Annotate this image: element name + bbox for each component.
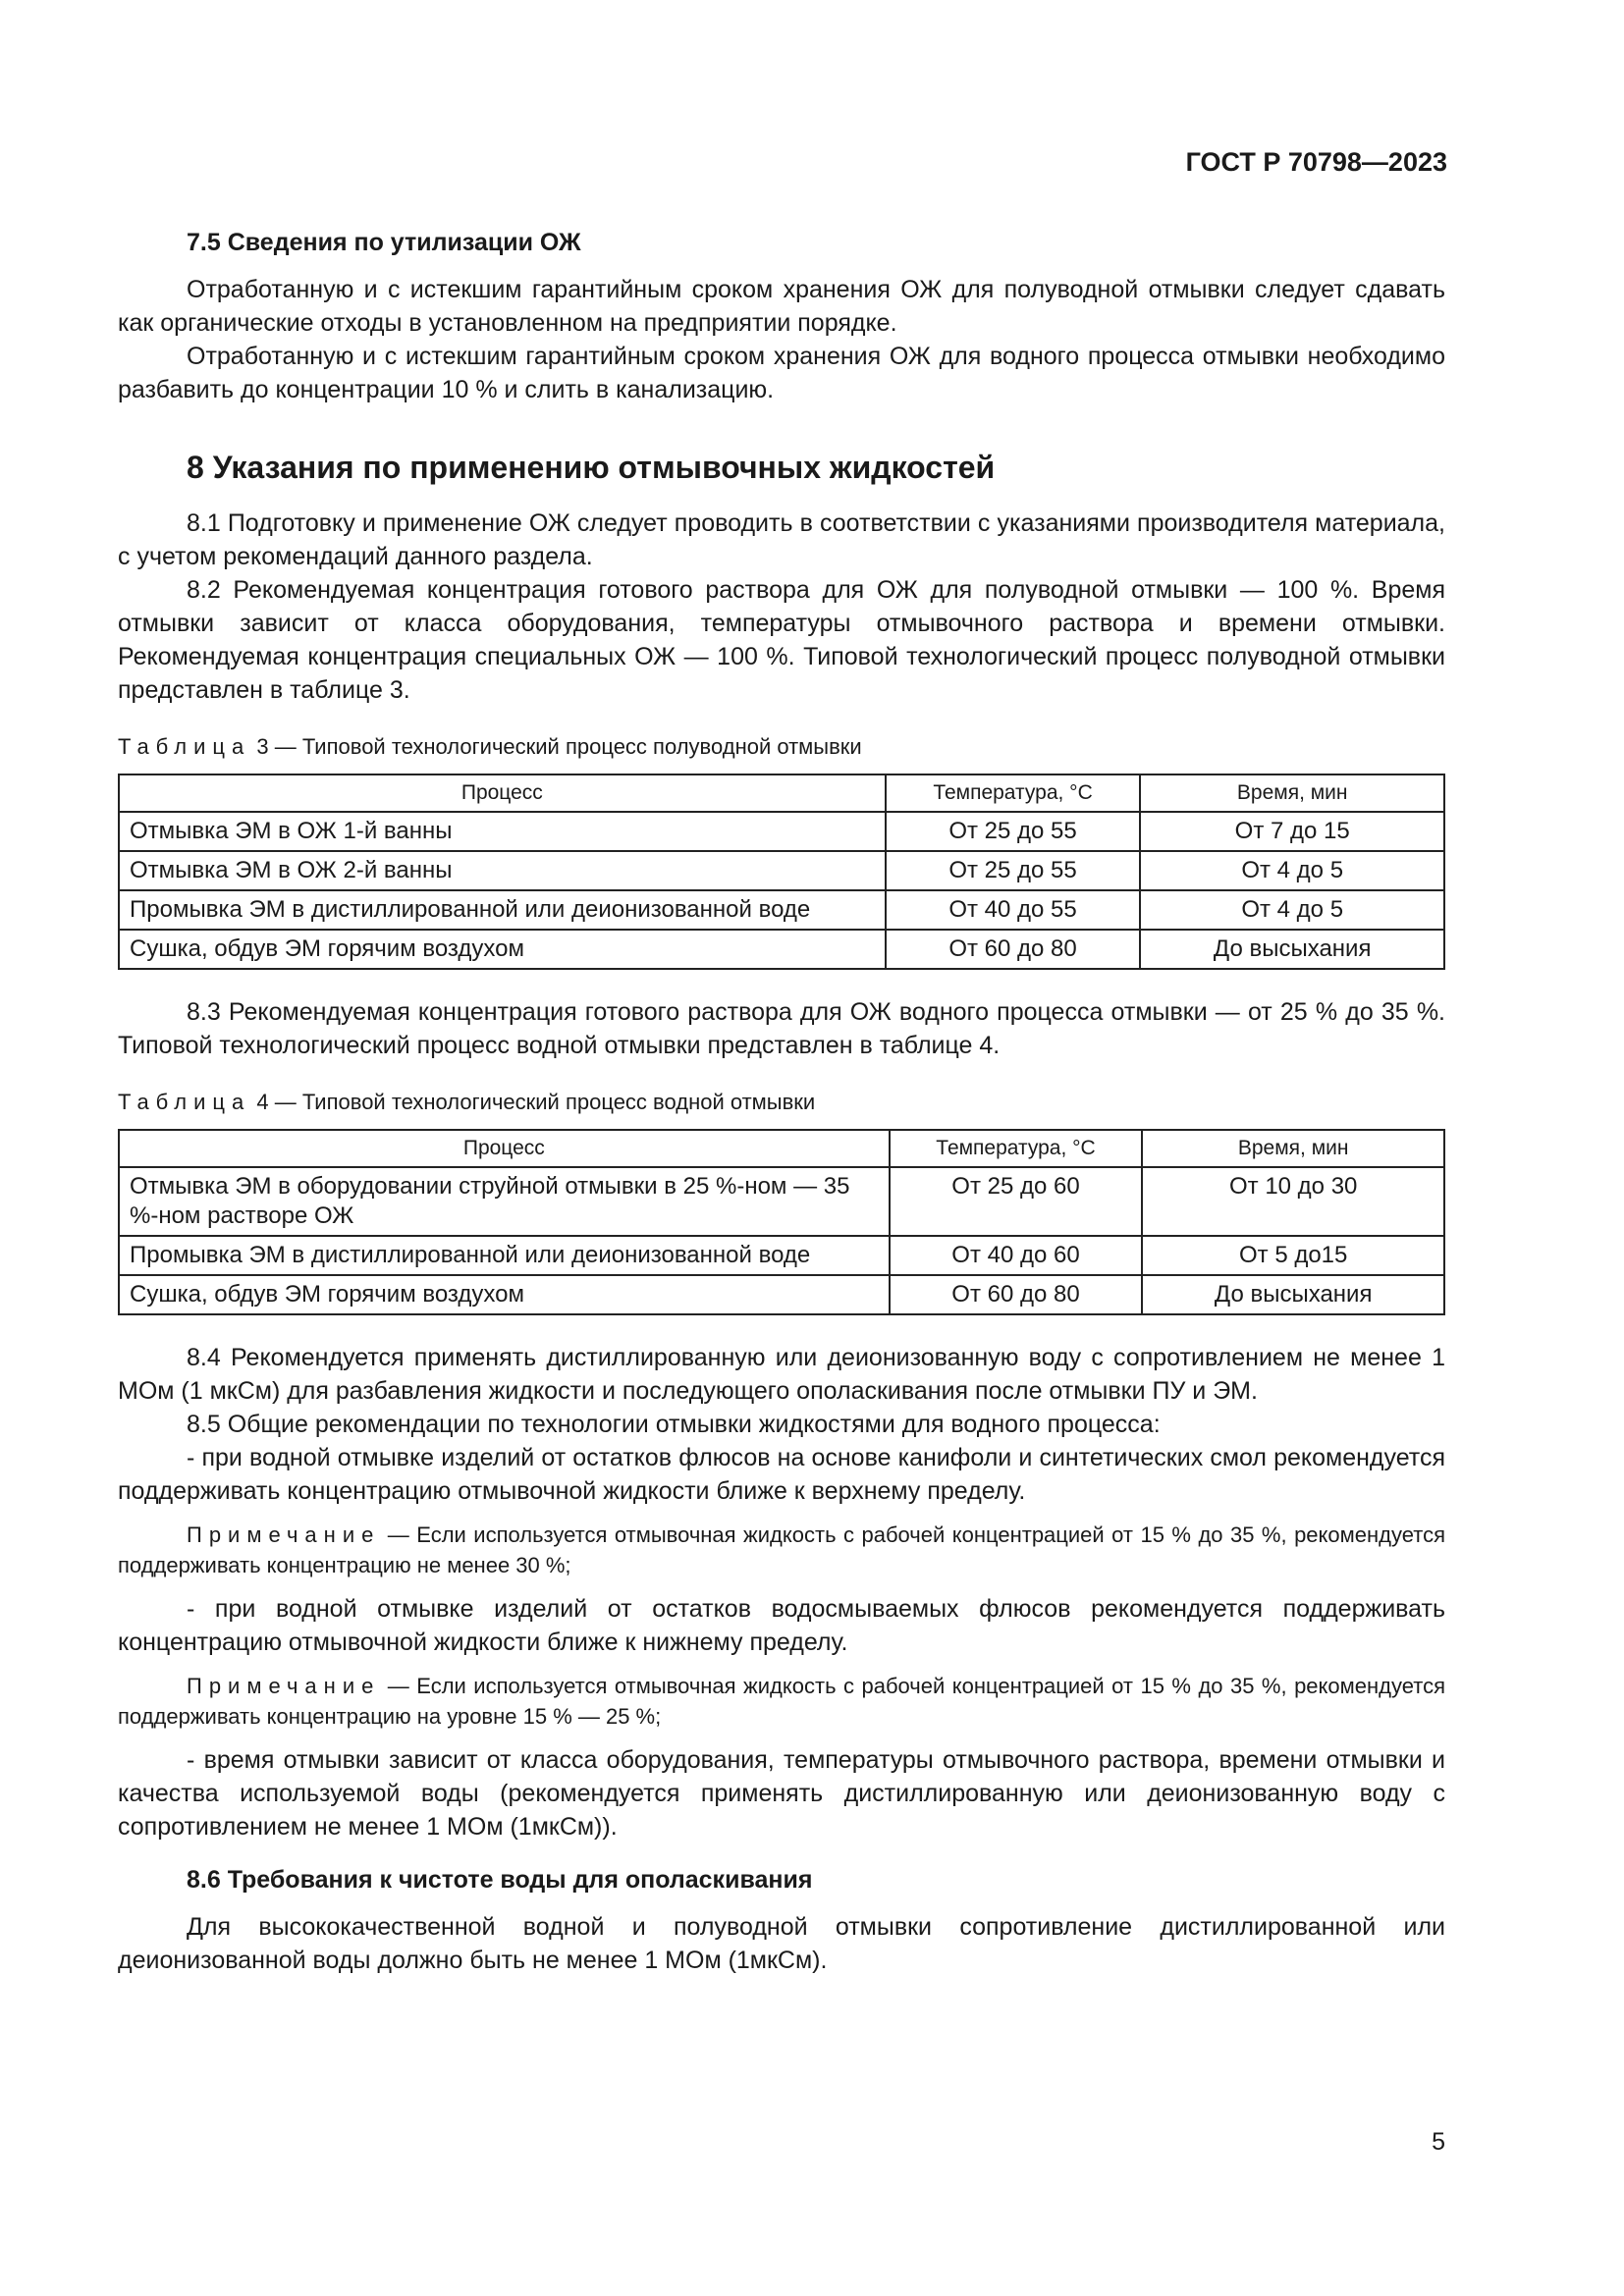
temperature-cell: От 25 до 55 bbox=[886, 851, 1141, 890]
note-2-label: Примечание bbox=[187, 1674, 381, 1698]
paragraph-8-5-item-b: - при водной отмывке изделий от остатков водосмываемых флюсов рекомендуется поддерживать концентрацию отмывочной жидкости ближе к нижнему пределу. bbox=[118, 1595, 1445, 1656]
table-4-caption-text: 4 — Типовой технологический процесс водной отмывки bbox=[250, 1090, 816, 1114]
column-header-process: Процесс bbox=[119, 1130, 890, 1167]
table-row bbox=[119, 1275, 1444, 1314]
table-4 bbox=[118, 1129, 1445, 1315]
table-row bbox=[119, 851, 1444, 890]
table-row bbox=[119, 1236, 1444, 1275]
temperature-cell: От 25 до 60 bbox=[890, 1167, 1143, 1236]
process-cell: Отмывка ЭМ в оборудовании струйной отмывки в 25 %-ном — 35 %-ном растворе ОЖ bbox=[119, 1167, 890, 1236]
temperature-cell: От 40 до 55 bbox=[886, 890, 1141, 930]
paragraph-8-6: Для высококачественной водной и полуводной отмывки сопротивление дистиллированной или деионизованной воды должно быть не менее 1 МОм (1мкСм). bbox=[118, 1913, 1445, 1974]
paragraph-8-5-item-c: - время отмывки зависит от класса оборудования, температуры отмывочного раствора, времени отмывки и качества используемой воды (рекомендуется применять дистиллированную или деионизованную воду с сопротивлением не менее 1 МОм (1мкСм)). bbox=[118, 1746, 1445, 1841]
paragraph-8-1: 8.1 Подготовку и применение ОЖ следует проводить в соответствии с указаниями производителя материала, с учетом рекомендаций данного раздела. bbox=[118, 509, 1445, 570]
table-3-caption bbox=[118, 732, 1445, 762]
temperature-cell: От 60 до 80 bbox=[890, 1275, 1143, 1314]
process-cell: Промывка ЭМ в дистиллированной или деионизованной воде bbox=[119, 890, 886, 930]
time-cell: От 5 до15 bbox=[1142, 1236, 1444, 1275]
paragraph-8-3: 8.3 Рекомендуемая концентрация готового раствора для ОЖ водного процесса отмывки — от 25 % до 35 %. Типовой технологический процесс водной отмывки представлен в таблице 4. bbox=[118, 998, 1445, 1059]
time-cell: От 4 до 5 bbox=[1140, 851, 1444, 890]
note-1-text: — Если используется отмывочная жидкость с рабочей концентрацией от 15 % до 35 %, рекомендуется поддерживать концентрацию не менее 30 %; bbox=[118, 1522, 1445, 1577]
time-cell: От 4 до 5 bbox=[1140, 890, 1444, 930]
section-7-5-paragraph-1: Отработанную и с истекшим гарантийным сроком хранения ОЖ для полуводной отмывки следует сдавать как органические отходы в установленном на предприятии порядке. bbox=[118, 276, 1445, 337]
process-cell: Сушка, обдув ЭМ горячим воздухом bbox=[119, 930, 886, 969]
table-row bbox=[119, 812, 1444, 851]
paragraph-8-2: 8.2 Рекомендуемая концентрация готового раствора для ОЖ для полуводной отмывки — 100 %. Время отмывки зависит от класса оборудования, температуры отмывочного раствора и времени отмывки. Рекомендуемая концентрация специальных ОЖ — 100 %. Типовой технологический процесс полуводной отмывки представлен в таблице 3. bbox=[118, 576, 1445, 704]
process-cell: Промывка ЭМ в дистиллированной или деионизованной воде bbox=[119, 1236, 890, 1275]
section-8-6-title: 8.6 Требования к чистоте воды для ополаскивания bbox=[187, 1866, 813, 1894]
table-row bbox=[119, 1167, 1444, 1236]
document-code: ГОСТ Р 70798—2023 bbox=[1185, 147, 1447, 177]
table-header-row bbox=[119, 1130, 1444, 1167]
page-number: 5 bbox=[1432, 2128, 1445, 2156]
column-header-time: Время, мин bbox=[1140, 774, 1444, 812]
time-cell: От 7 до 15 bbox=[1140, 812, 1444, 851]
process-cell: Отмывка ЭМ в ОЖ 2-й ванны bbox=[119, 851, 886, 890]
note-1 bbox=[118, 1520, 1445, 1580]
table-3-caption-label: Таблица bbox=[118, 734, 251, 759]
section-8-title: 8 Указания по применению отмывочных жидкостей bbox=[187, 450, 996, 485]
paragraph-8-4: 8.4 Рекомендуется применять дистиллированную или деионизованную воду с сопротивлением не менее 1 МОм (1 мкСм) для разбавления жидкости и последующего ополаскивания после отмывки ПУ и ЭМ. bbox=[118, 1344, 1445, 1405]
time-cell: До высыхания bbox=[1142, 1275, 1444, 1314]
column-header-time: Время, мин bbox=[1142, 1130, 1444, 1167]
table-3-caption-text: 3 — Типовой технологический процесс полуводной отмывки bbox=[250, 734, 862, 759]
process-cell: Сушка, обдув ЭМ горячим воздухом bbox=[119, 1275, 890, 1314]
temperature-cell: От 25 до 55 bbox=[886, 812, 1141, 851]
table-row bbox=[119, 890, 1444, 930]
paragraph-8-5-item-a: - при водной отмывке изделий от остатков флюсов на основе канифоли и синтетических смол рекомендуется поддерживать концентрацию отмывочной жидкости ближе к верхнему пределу. bbox=[118, 1444, 1445, 1505]
column-header-temperature: Температура, °С bbox=[890, 1130, 1143, 1167]
table-3 bbox=[118, 774, 1445, 970]
column-header-process: Процесс bbox=[119, 774, 886, 812]
table-4-caption bbox=[118, 1088, 1445, 1117]
page-content bbox=[118, 226, 1445, 1977]
section-7-5-title: 7.5 Сведения по утилизации ОЖ bbox=[187, 229, 581, 256]
note-1-label: Примечание bbox=[187, 1522, 381, 1547]
note-2 bbox=[118, 1671, 1445, 1732]
table-row bbox=[119, 930, 1444, 969]
temperature-cell: От 40 до 60 bbox=[890, 1236, 1143, 1275]
note-2-text: — Если используется отмывочная жидкость с рабочей концентрацией от 15 % до 35 %, рекомендуется поддерживать концентрацию на уровне 15 % — 25 %; bbox=[118, 1674, 1445, 1729]
paragraph-8-5: 8.5 Общие рекомендации по технологии отмывки жидкостями для водного процесса: bbox=[187, 1411, 1161, 1438]
section-7-5-paragraph-2: Отработанную и с истекшим гарантийным сроком хранения ОЖ для водного процесса отмывки необходимо разбавить до концентрации 10 % и слить в канализацию. bbox=[118, 343, 1445, 403]
table-header-row bbox=[119, 774, 1444, 812]
table-4-caption-label: Таблица bbox=[118, 1090, 251, 1114]
time-cell: До высыхания bbox=[1140, 930, 1444, 969]
column-header-temperature: Температура, °С bbox=[886, 774, 1141, 812]
process-cell: Отмывка ЭМ в ОЖ 1-й ванны bbox=[119, 812, 886, 851]
time-cell: От 10 до 30 bbox=[1142, 1167, 1444, 1236]
temperature-cell: От 60 до 80 bbox=[886, 930, 1141, 969]
